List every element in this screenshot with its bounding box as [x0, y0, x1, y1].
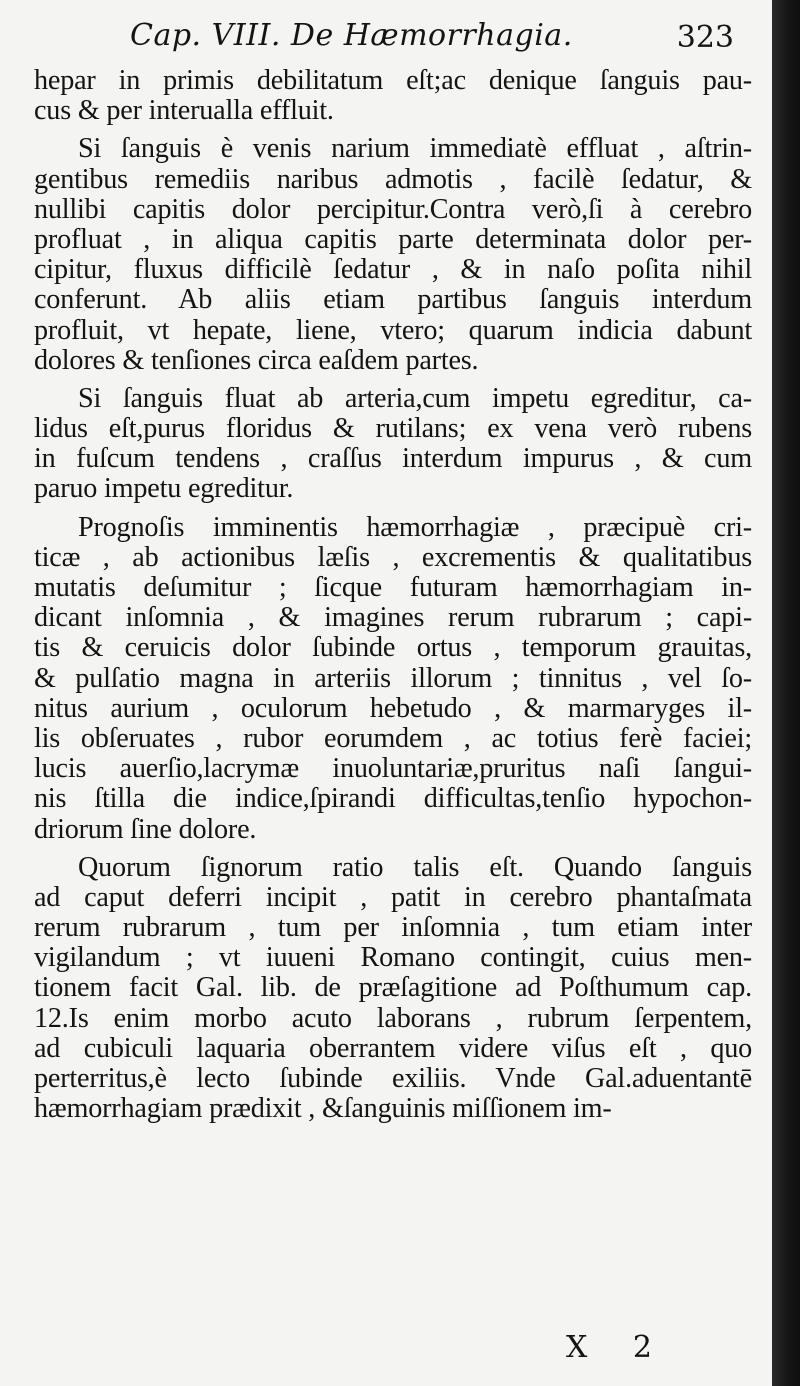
text-line: ad caput deferri incipit , patit in cerebro phantaſmata	[34, 881, 752, 913]
text-line: perterritus,è lecto ſubinde exiliis. Vnde Gal.aduentantē	[34, 1063, 752, 1094]
running-head: Cap. VIII. De Hæmorrhagia.	[130, 18, 573, 53]
text-line: dolores & tenſiones circa eaſdem partes.	[34, 344, 479, 376]
text-line: & pulſatio magna in arteriis illorum ; tinnitus , vel ſo-	[34, 662, 752, 694]
text-line: Quorum ſignorum ratio talis eſt. Quando ſanguis	[78, 851, 752, 883]
text-line: profluit, vt hepate, liene, vtero; quarum indicia dabunt	[34, 314, 752, 346]
text-line: Si ſanguis è venis narium immediatè effluat , aſtrin-	[78, 133, 752, 165]
text-line: 12.Is enim morbo acuto laborans , rubrum ſerpentem,	[34, 1002, 752, 1034]
text-line: lis obſeruates , rubor eorumdem , ac totius ferè faciei;	[34, 722, 752, 754]
text-line: Si ſanguis fluat ab arteria,cum impetu egreditur, ca-	[78, 382, 752, 414]
signature-mark: X 2	[566, 1330, 670, 1365]
text-line: conferunt. Ab aliis etiam partibus ſanguis interdum	[34, 284, 752, 316]
text-line: driorum ſine dolore.	[34, 813, 257, 845]
text-line: cus & per interualla effluit.	[34, 95, 334, 127]
text-line: tis & ceruicis dolor ſubinde ortus , temporum grauitas,	[34, 632, 752, 664]
text-line: lidus eſt,purus floridus & rutilans; ex vena verò rubens	[34, 413, 752, 445]
text-line: profluat , in aliqua capitis parte determinata dolor per-	[34, 223, 752, 255]
text-line: vigilandum ; vt iuueni Romano contingit, cuius men-	[34, 942, 752, 974]
paragraph	[34, 134, 752, 376]
text-line: hæmorrhagiam prædixit , &ſanguinis miſſionem im-	[34, 1093, 612, 1125]
text-line: rerum rubrarum , tum per inſomnia , tum etiam inter	[34, 912, 752, 944]
text-line: nullibi capitis dolor percipitur.Contra verò,ſi à cerebro	[34, 193, 752, 225]
text-line: tionem facit Gal. lib. de præſagitione ad Poſthumum cap.	[34, 972, 752, 1004]
text-line: Prognoſis imminentis hæmorrhagiæ , præcipuè cri-	[78, 511, 752, 543]
text-line: paruo impetu egreditur.	[34, 473, 294, 505]
text-line: ticæ , ab actionibus læſis , excrementis & qualitatibus	[34, 541, 752, 573]
text-line: mutatis deſumitur ; ſicque futuram hæmorrhagiam in-	[34, 572, 752, 603]
page-header	[120, 14, 740, 62]
text-line: in fuſcum tendens , craſſus interdum impurus , & cum	[34, 443, 752, 475]
text-line: ad cubiculi laquaria oberrantem videre viſus eſt , quo	[34, 1032, 752, 1064]
paragraph	[34, 853, 752, 1125]
text-line: gentibus remediis naribus admotis , facilè ſedatur, &	[34, 163, 752, 195]
page-number: 323	[676, 20, 734, 55]
paragraph	[34, 513, 752, 845]
body-text	[34, 66, 752, 1124]
text-line: nis ſtilla die indice,ſpirandi difficultas,tenſio hypochon-	[34, 783, 752, 815]
text-line: nitus aurium , oculorum hebetudo , & marmaryges il-	[34, 692, 752, 724]
text-line: dicant inſomnia , & imagines rerum rubrarum ; capi-	[34, 602, 752, 634]
text-line: hepar in primis debilitatum eſt;ac denique ſanguis pau-	[34, 65, 752, 96]
page-edge-shadow	[772, 0, 800, 1386]
paragraph	[34, 384, 752, 505]
text-line: cipitur, fluxus difficilè ſedatur , & in naſo poſita nihil	[34, 254, 752, 286]
text-line: lucis auerſio,lacrymæ inuoluntariæ,pruritus naſi ſangui-	[34, 753, 752, 785]
paragraph	[34, 66, 752, 126]
